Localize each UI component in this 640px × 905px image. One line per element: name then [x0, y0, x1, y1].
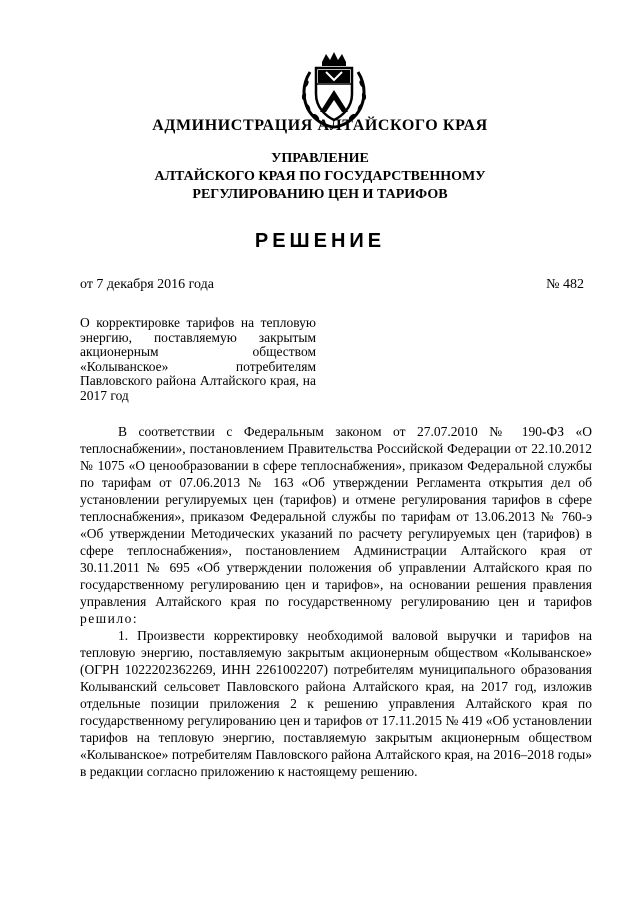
department-title: [0, 150, 640, 204]
preamble-paragraph: В соответствии с Федеральным законом от 27.07.2010 № 190-ФЗ «О теплоснабжении», постановлением Правительства Российской Федерации от 22.10.2012 № 1075 «О ценообразовании в сфере теплоснабжения», приказом Федеральной службы по тарифам от 07.06.2013 № 163 «Об утверждении Регламента открытия дел об установлении регулируемых цен (тарифов) и отмене регулирования тарифов в сфере теплоснабжения», приказом Федеральной службы по тарифам от 13.06.2013 № 760-э «Об утверждении Методических указаний по расчету регулируемых цен (тарифов) в сфере теплоснабжения», постановлением Администрации Алтайского края от 30.11.2011 № 695 «Об утверждении положения об управлении Алтайского края по государственному регулированию цен и тарифов», на основании решения правления управления Алтайского края по государственному регулированию цен и тарифов решило:: [80, 424, 592, 626]
department-line-1: УПРАВЛЕНИЕ: [271, 151, 369, 166]
decided-word: решило: [80, 611, 133, 626]
document-subject: О корректировке тарифов на тепловую энергию, поставляемую закрытым акционерным обществом «Колыванское» потребителям Павловского района Алтайского края, на 2017 год: [80, 315, 316, 403]
document-type-title: РЕШЕНИЕ: [254, 230, 386, 252]
document-date: от 7 декабря 2016 года: [80, 277, 214, 292]
document-number: № 482: [546, 277, 584, 292]
department-line-3: РЕГУЛИРОВАНИЮ ЦЕН И ТАРИФОВ: [192, 187, 448, 202]
item-1-paragraph: 1. Произвести корректировку необходимой валовой выручки и тарифов на тепловую энергию, поставляемую закрытым акционерным обществом «Колыванское» (ОГРН 1022202362269, ИНН 2261002207) потребителям муниципального образования Колыванский сельсовет Павловского района Алтайского края, на 2017 год, изложив отдельные позиции приложения 2 к решению управления Алтайского края по государственному регулированию цен и тарифов от 17.11.2015 № 419 «Об установлении тарифов на тепловую энергию, поставляемую закрытым акционерным обществом «Колыванское» потребителям Павловского района Алтайского края, на 2016–2018 годы» в редакции согласно приложению к настоящему решению.: [80, 628, 592, 779]
department-line-2: АЛТАЙСКОГО КРАЯ ПО ГОСУДАРСТВЕННОМУ: [154, 169, 486, 184]
preamble-text: В соответствии с Федеральным законом от 27.07.2010 № 190-ФЗ «О теплоснабжении», постановлением Правительства Российской Федерации от 22.10.2012 № 1075 «О ценообразовании в сфере теплоснабжения», приказом Федеральной службы по тарифам от 07.06.2013 № 163 «Об утверждении Регламента открытия дел об установлении регулируемых цен (тарифов) и отмене регулирования тарифов в сфере теплоснабжения», приказом Федеральной службы по тарифам от 13.06.2013 № 760-э «Об утверждении Методических указаний по расчету регулируемых цен (тарифов) в сфере теплоснабжения», постановлением Администрации Алтайского края от 30.11.2011 № 695 «Об утверждении положения об управлении Алтайского края по государственному регулированию цен и тарифов», на основании решения правления управления Алтайского края по государственному регулированию цен и тарифов: [80, 424, 592, 609]
administration-title: АДМИНИСТРАЦИЯ АЛТАЙСКОГО КРАЯ: [152, 117, 488, 134]
document-body: [80, 423, 592, 780]
